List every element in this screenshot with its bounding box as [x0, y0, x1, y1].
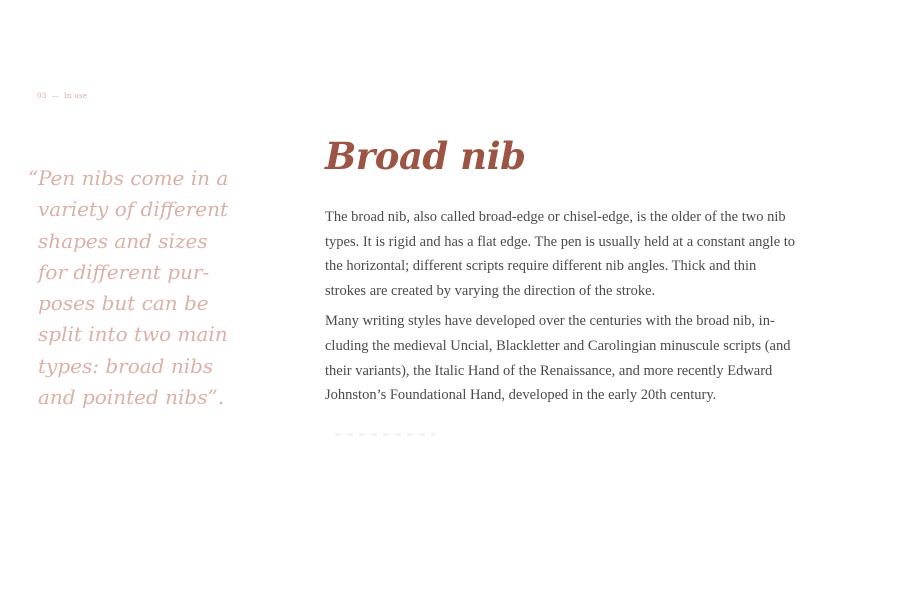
text-line: types. It is rigid and has a flat edge. The pen is usually held at a constant angle to: [325, 233, 796, 250]
quote-line: for different pur-: [38, 259, 210, 284]
text-line: the horizontal; different scripts require different nib angles. Thick and thin: [325, 258, 757, 275]
section-label: [37, 92, 87, 100]
text-line: The broad nib, also called broad-edge or chisel-edge, is the older of the two nib: [325, 209, 786, 225]
text-line: Many writing styles have developed over the centuries with the broad nib, in-: [325, 313, 775, 330]
section-name: In use: [63, 92, 88, 100]
text-line: strokes are created by varying the direction of the stroke.: [325, 282, 656, 299]
pull-quote: [28, 163, 253, 413]
section-number: 03: [37, 92, 47, 100]
quote-open-mark: “: [28, 166, 39, 190]
quote-line: and pointed nibs”.: [38, 385, 225, 410]
paragraph-1: [325, 205, 845, 303]
quote-line: split into two main: [38, 322, 228, 347]
decorative-divider: [335, 433, 435, 436]
quote-line: types: broad nibs: [38, 353, 214, 378]
text-line: their variants), the Italic Hand of the Renaissance, and more recently Edward: [325, 362, 773, 379]
quote-line: variety of different: [38, 197, 229, 222]
quote-line: poses but can be: [38, 291, 209, 316]
paragraph-2: [325, 309, 845, 407]
page-title: Broad nib: [325, 134, 526, 178]
text-line: cluding the medieval Uncial, Blackletter and Carolingian minuscule scripts (and: [325, 337, 791, 354]
section-separator: —: [51, 92, 59, 100]
article-body: [325, 205, 845, 414]
quote-line: shapes and sizes: [38, 228, 208, 253]
quote-line: Pen nibs come in a: [38, 166, 229, 190]
text-line: Johnston’s Foundational Hand, developed in the early 20th century.: [325, 387, 717, 404]
